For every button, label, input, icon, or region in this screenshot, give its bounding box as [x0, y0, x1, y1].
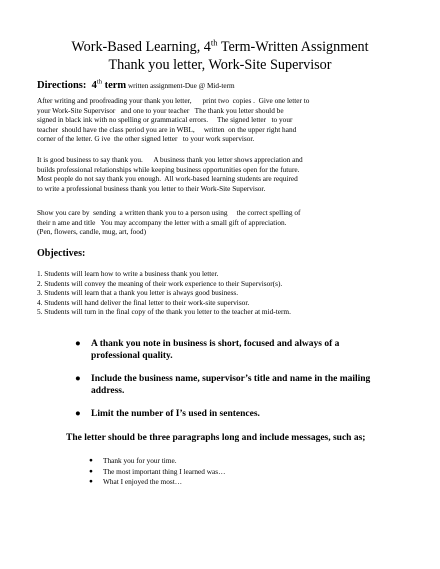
page-title	[0, 38, 440, 56]
bullet-icon: ●	[75, 339, 81, 349]
message-item	[89, 467, 225, 478]
title-superscript: th	[210, 37, 218, 48]
message-item	[89, 456, 225, 467]
bullet-icon: ●	[89, 478, 93, 485]
key-point-text: Include the business name, supervisor’s title and name in the mailing address.	[91, 374, 371, 396]
key-point-text: Limit the number of I’s used in sentences.	[91, 409, 260, 419]
letter-heading: The letter should be three paragraphs long and include messages, such as;	[66, 433, 366, 443]
key-point-item	[75, 338, 370, 362]
message-text: What I enjoyed the most…	[103, 477, 183, 486]
bullet-icon: ●	[75, 409, 81, 419]
directions-label: Directions:	[37, 80, 87, 91]
message-text: The most important thing I learned was…	[103, 466, 226, 476]
objectives-list	[37, 269, 291, 317]
bullet-icon: ●	[89, 457, 93, 464]
bullet-icon: ●	[75, 374, 81, 384]
objective-item: 4. Students will hand deliver the final letter to their work-site supervisor.	[37, 297, 250, 307]
directions-paragraph-3: Show you care by sending a written thank you to a person using the correct spelling of their n ame and title You may accompany the letter with a small gift of appreciation. (Pen, flowers, candle, mug, art, food)	[37, 208, 301, 236]
message-text: Thank you for your time.	[103, 456, 177, 465]
term-superscript: th	[96, 78, 102, 86]
key-point-text: A thank you note in business is short, focused and always of a professional quality.	[91, 339, 340, 361]
page-subtitle: Thank you letter, Work-Site Supervisor	[108, 57, 332, 73]
due-note: written assignment-Due @ Mid-term	[126, 82, 235, 90]
key-point-item	[75, 408, 370, 420]
directions-heading	[37, 80, 235, 91]
term-number: 4	[91, 80, 97, 91]
title-line1-rest: Term-Written Assignment	[217, 39, 369, 55]
bullet-icon: ●	[89, 467, 93, 475]
title-line1-text: Work-Based Learning, 4	[71, 39, 211, 55]
key-points-list	[75, 338, 370, 431]
directions-paragraph-2: It is good business to say thank you. A business thank you letter shows appreciation and builds professional relationships while keeping business opportunities open for the future. Most people do not say thank you enough. All work-based learning students are required to write a professional business thank you letter to their Work-Site Supervisor.	[37, 155, 303, 193]
objective-item: 2. Students will convey the meaning of their work experience to their Supervisor(s).	[37, 278, 283, 288]
objective-item: 1. Students will learn how to write a business thank you letter.	[37, 269, 219, 278]
objective-item: 5. Students will turn in the final copy of the thank you letter to the teacher at mid-term.	[37, 307, 291, 316]
term-word: term	[101, 80, 127, 91]
message-item	[89, 477, 225, 488]
objective-item: 3. Students will learn that a thank you letter is always good business.	[37, 288, 239, 297]
letter-messages-list	[89, 456, 225, 488]
directions-paragraph-1: After writing and proofreading your thank you letter, print two copies . Give one letter to your Work-Site Supervisor and one to your teacher The thank you letter should be signed in black ink with no spelling or grammatical errors. The signed letter to your teacher should have the class period you are in WBL, written on the upper right hand corner of the letter. G ive the other signed letter to your work supervisor.	[37, 96, 310, 143]
key-point-item	[75, 373, 370, 397]
objectives-heading: Objectives:	[37, 248, 86, 259]
